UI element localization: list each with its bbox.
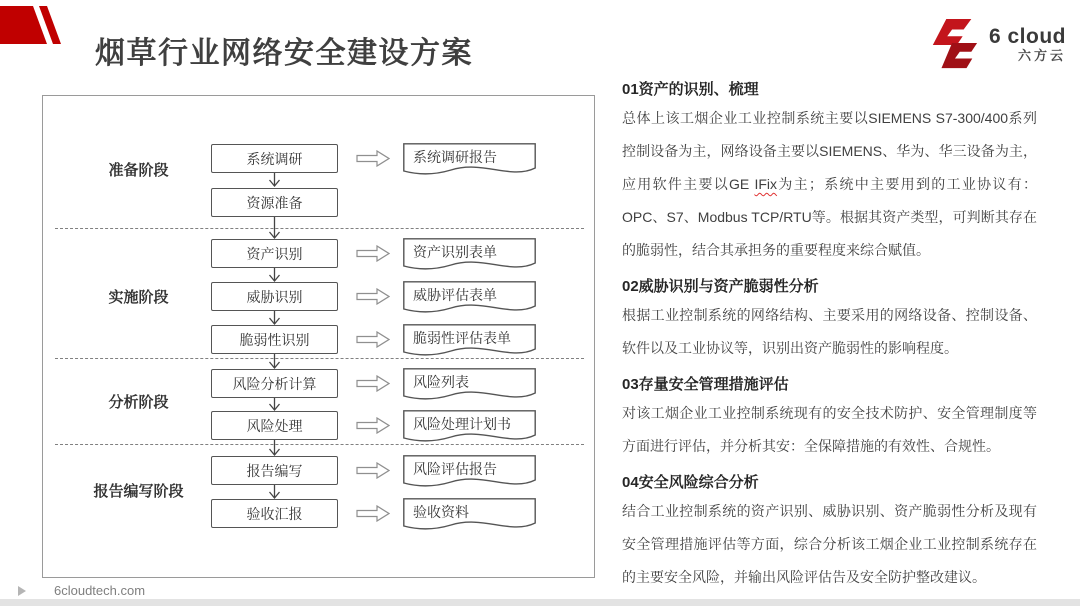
process-box-risk-treatment: 风险处理 (211, 411, 338, 440)
red-flag-icon (0, 0, 62, 50)
section-heading-4: 04安全风险综合分析 (622, 474, 759, 491)
footer-arrow-icon (18, 586, 26, 596)
document-shape-risk-list (403, 368, 536, 406)
document-shape-acceptance-material (403, 498, 536, 536)
document-shape-vulnerability-form (403, 324, 536, 362)
six-cloud-logo-icon (925, 18, 983, 70)
document-label: 脆弱性评估表单 (413, 330, 511, 346)
right-block-arrow-icon (356, 462, 390, 479)
process-box-asset-id: 资产识别 (211, 239, 338, 268)
document-shape-asset-form (403, 238, 536, 276)
section-heading-2: 02威胁识别与资产脆弱性分析 (622, 278, 819, 295)
footer-url: 6cloudtech.com (54, 583, 146, 598)
stage-label-analysis: 分析阶段 (108, 394, 169, 411)
stage-label-preparation: 准备阶段 (108, 162, 169, 179)
document-label: 资产识别表单 (413, 244, 497, 260)
document-label: 验收资料 (413, 504, 469, 520)
right-block-arrow-icon (356, 150, 390, 167)
process-box-threat-id: 威胁识别 (211, 282, 338, 311)
process-box-acceptance-review: 验收汇报 (211, 499, 338, 528)
section-body-1-spellcheck: IFix (754, 176, 778, 192)
section-body-4: 结合工业控制系统的资产识别、威胁识别、资产脆弱性分析及现有安全管理措施评估等方面，综合分析该工烟企业工业控制系统存在的主要安全风险，并输出风险评估告及安全防护整改建议。 (622, 503, 1037, 585)
process-box-resource-prep: 资源准备 (211, 188, 338, 217)
document-shape-risk-plan (403, 410, 536, 448)
right-block-arrow-icon (356, 288, 390, 305)
right-block-arrow-icon (356, 331, 390, 348)
right-block-arrow-icon (356, 375, 390, 392)
page-title: 烟草行业网络安全建设方案 (95, 37, 473, 70)
section-body-3: 对该工烟企业工业控制系统现有的安全技术防护、安全管理制度等方面进行评估，并分析其安：全保障措施的有效性、合规性。 (622, 405, 1037, 454)
document-shape-threat-form (403, 281, 536, 319)
process-box-vulnerability-id: 脆弱性识别 (211, 325, 338, 354)
logo-subtext: 六方云 (1017, 48, 1066, 63)
section-heading-1: 01资产的识别、梳理 (622, 81, 759, 98)
process-box-system-survey: 系统调研 (211, 144, 338, 173)
document-label: 风险列表 (413, 374, 469, 390)
section-body-1-pre: 总体上该工烟企业工业控制系统主要以SIEMENS S7-300/400系列控制设备为主，网络设备主要以SIEMENS、华为、华三设备为主，应用软件主要以GE (622, 110, 1037, 192)
document-shape-survey-report (403, 143, 536, 181)
company-logo (925, 18, 1066, 70)
stage-label-implementation: 实施阶段 (108, 289, 169, 306)
flowchart-panel (42, 95, 595, 578)
process-box-report-writing: 报告编写 (211, 456, 338, 485)
section-body-1 (622, 102, 1037, 267)
bottom-bar (0, 599, 1080, 606)
document-label: 系统调研报告 (413, 149, 497, 165)
logo-name: 6 cloud (988, 25, 1066, 48)
description-column (622, 78, 1037, 594)
document-label: 风险评估报告 (413, 461, 497, 477)
section-heading-3: 03存量安全管理措施评估 (622, 376, 789, 393)
document-shape-assessment-report (403, 455, 536, 493)
section-body-1-post: 为主；系统中主要用到的工业协议有：OPC、S7、Modbus TCP/RTU等。根据其资产类型，可判断其存在的脆弱性，结合其承担务的重要程度来综合赋值。 (622, 176, 1038, 258)
stage-divider (55, 228, 584, 229)
document-label: 威胁评估表单 (413, 287, 497, 303)
section-body-2: 根据工业控制系统的网络结构、主要采用的网络设备、控制设备、软件以及工业协议等，识别出资产脆弱性的影响程度。 (622, 307, 1037, 356)
right-block-arrow-icon (356, 245, 390, 262)
stage-label-reporting: 报告编写阶段 (93, 483, 184, 500)
right-block-arrow-icon (356, 505, 390, 522)
document-label: 风险处理计划书 (413, 416, 511, 432)
right-block-arrow-icon (356, 417, 390, 434)
process-box-risk-analysis: 风险分析计算 (211, 369, 338, 398)
